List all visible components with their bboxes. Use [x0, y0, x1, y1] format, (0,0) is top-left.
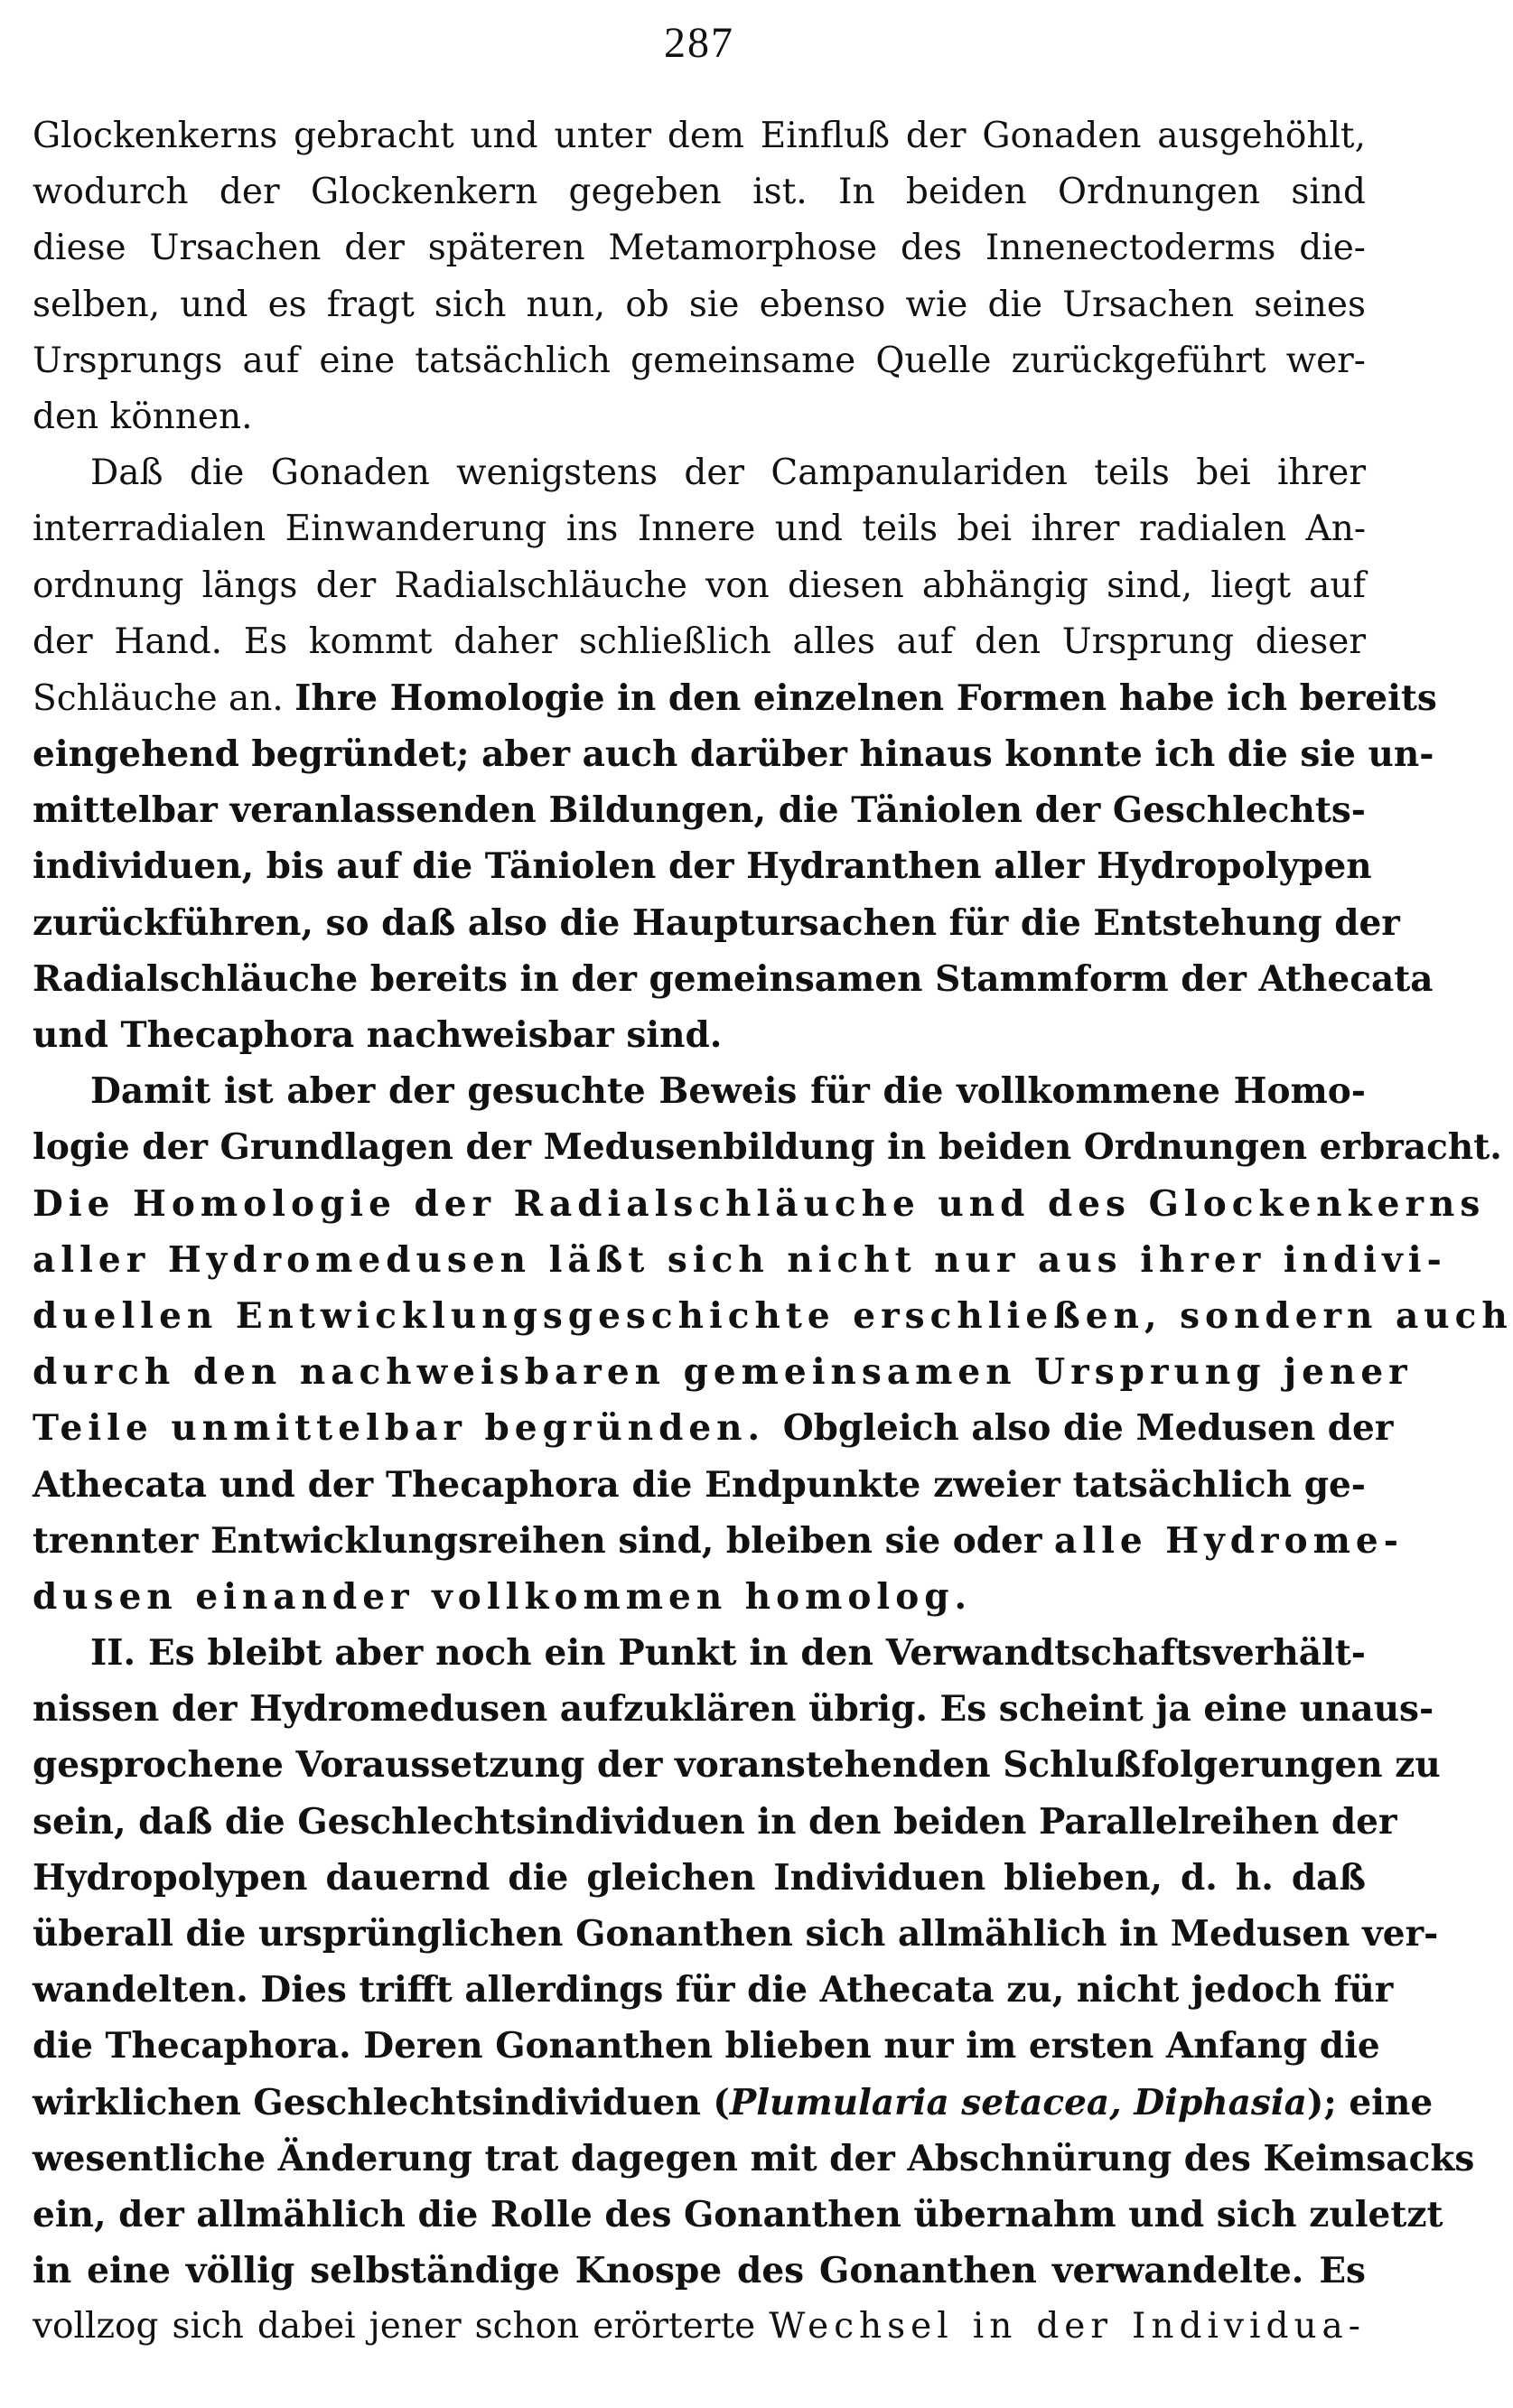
text-segment: in eine völlig selbständige Knospe des Gonanthen verwandelte. Es: [33, 2250, 1366, 2292]
text-line: [33, 1176, 1486, 1232]
text-segment: diese Ursachen der späteren Metamorphose des Innenectoderms die-: [33, 228, 1366, 269]
text-line: [33, 1794, 1397, 1850]
text-line: [33, 895, 1400, 951]
text-segment: Hydropolypen dauernd die gleichen Individuen blieben, d. h. daß: [33, 1856, 1366, 1899]
text-segment: wandelten. Dies trifft allerdings für die Athecata zu, nicht jedoch für: [33, 1969, 1394, 2011]
text-segment: Plumularia setacea, Diphasia: [729, 2081, 1307, 2123]
text-line: [33, 1513, 1404, 1569]
text-line: [33, 108, 1366, 164]
text-segment: mittelbar veranlassenden Bildungen, die Täniolen der Geschlechts-: [33, 789, 1366, 832]
text-line: [33, 1737, 1441, 1793]
text-segment: gesprochene Voraussetzung der voranstehenden Schlußfolgerungen zu: [33, 1744, 1441, 1787]
text-segment: wodurch der Glockenkern gegeben ist. In beiden Ordnungen sind: [33, 172, 1366, 213]
text-line: [33, 2075, 1434, 2131]
text-line: [33, 1569, 1366, 1625]
text-segment: Glockenkerns gebracht und unter dem Einfluß der Gonaden ausgehöhlt,: [33, 116, 1366, 156]
text-segment: Ihre Homologie in den einzelnen Formen habe ich bereits: [294, 677, 1437, 719]
text-line: [33, 1232, 1447, 1288]
text-segment: ); eine: [1306, 2081, 1434, 2123]
text-segment: der Hand. Es kommt daher schließlich alles auf den Ursprung dieser: [33, 621, 1366, 662]
text-line: [33, 2299, 1366, 2355]
text-segment: den können.: [33, 396, 253, 437]
text-line: [33, 1344, 1413, 1400]
text-segment: Wechsel in der Individua-: [769, 2306, 1366, 2347]
text-line: [33, 1119, 1502, 1175]
text-line: [33, 445, 1366, 501]
text-line: [33, 1457, 1366, 1513]
text-line: [33, 220, 1366, 276]
text-segment: Obgleich also die Medusen der: [782, 1407, 1394, 1450]
text-line: [33, 1400, 1394, 1456]
page-number: 287: [664, 19, 734, 67]
text-segment: ein, der allmählich die Rolle des Gonanthen übernahm und sich zuletzt: [33, 2193, 1443, 2235]
text-segment: logie der Grundlagen der Medusenbildung in beiden Ordnungen erbracht.: [33, 1126, 1502, 1169]
text-segment: überall die ursprünglichen Gonanthen sich allmählich in Medusen ver-: [33, 1913, 1439, 1955]
text-line: [33, 838, 1372, 894]
text-segment: und Thecaphora nachweisbar sind.: [33, 1014, 723, 1056]
text-segment: Damit ist aber der gesuchte Beweis für die vollkommene Homo-: [90, 1070, 1366, 1113]
text-segment: wesentliche Änderung trat dagegen mit der Abschnürung des Keimsacks: [33, 2137, 1475, 2179]
text-segment: durch den nachweisbaren gemeinsamen Ursprung jener: [33, 1351, 1413, 1394]
text-line: [33, 1681, 1434, 1737]
text-segment: dusen einander vollkommen homolog.: [33, 1575, 973, 1618]
text-segment: Die Homologie der Radialschläuche und des Glockenkerns: [33, 1182, 1486, 1225]
text-line: [33, 1850, 1366, 1906]
text-segment: eingehend begründet; aber auch darüber hinaus konnte ich die sie un-: [33, 733, 1434, 776]
text-segment: ordnung längs der Radialschläuche von diesen abhängig sind, liegt auf: [33, 565, 1366, 606]
text-line: [33, 1962, 1394, 2018]
text-segment: die Thecaphora. Deren Gonanthen blieben nur im ersten Anfang die: [33, 2025, 1380, 2067]
text-segment: II. Es bleibt aber noch ein Punkt in den Verwandtschaftsverhält-: [90, 1632, 1366, 1675]
text-line: [33, 2243, 1366, 2299]
text-segment: Radialschläuche bereits in der gemeinsamen Stammform der Athecata: [33, 957, 1434, 1000]
text-line: [33, 389, 1366, 445]
text-line: [33, 277, 1366, 333]
body-text: [33, 108, 1513, 2356]
text-segment: selben, und es fragt sich nun, ob sie ebenso wie die Ursachen seines: [33, 284, 1366, 325]
text-line: [33, 1288, 1513, 1344]
text-segment: Ursprungs auf eine tatsächlich gemeinsame Quelle zurückgeführt wer-: [33, 340, 1366, 381]
text-segment: alle Hydrome-: [1053, 1519, 1404, 1562]
text-line: [33, 558, 1366, 614]
text-line: [33, 333, 1366, 389]
text-segment: Schläuche an.: [33, 677, 295, 719]
text-segment: Daß die Gonaden wenigstens der Campanulariden teils bei ihrer: [90, 453, 1366, 494]
text-segment: individuen, bis auf die Täniolen der Hydranthen aller Hydropolypen: [33, 845, 1372, 888]
text-segment: trennter Entwicklungsreihen sind, bleiben sie oder: [33, 1519, 1054, 1562]
text-line: [33, 1007, 1366, 1063]
text-line: [33, 614, 1366, 670]
text-segment: wirklichen Geschlechtsindividuen (: [33, 2081, 730, 2123]
text-segment: zurückführen, so daß also die Hauptursachen für die Entstehung der: [33, 901, 1400, 944]
text-segment: Teile unmittelbar begründen.: [33, 1407, 783, 1450]
text-line: [33, 2187, 1443, 2243]
text-segment: aller Hydromedusen läßt sich nicht nur aus ihrer indivi-: [33, 1238, 1447, 1281]
text-line: [33, 782, 1366, 838]
text-line: [33, 164, 1366, 220]
text-line: [33, 726, 1434, 782]
text-line: [33, 670, 1437, 726]
text-line: [33, 1906, 1439, 1962]
text-line: [33, 2018, 1380, 2074]
text-segment: sein, daß die Geschlechtsindividuen in den beiden Parallelreihen der: [33, 1800, 1397, 1843]
text-line: [33, 501, 1366, 557]
text-segment: interradialen Einwanderung ins Innere und teils bei ihrer radialen An-: [33, 509, 1366, 550]
text-segment: nissen der Hydromedusen aufzuklären übrig. Es scheint ja eine unaus-: [33, 1688, 1434, 1731]
text-segment: duellen Entwicklungsgeschichte erschließen, sondern auch: [33, 1294, 1513, 1337]
text-line: [33, 1625, 1366, 1681]
text-segment: Athecata und der Thecaphora die Endpunkte zweier tatsächlich ge-: [33, 1463, 1366, 1506]
text-line: [33, 951, 1434, 1007]
text-segment: vollzog sich dabei jener schon erörterte: [33, 2306, 770, 2347]
text-line: [33, 2131, 1475, 2187]
text-line: [33, 1063, 1366, 1119]
